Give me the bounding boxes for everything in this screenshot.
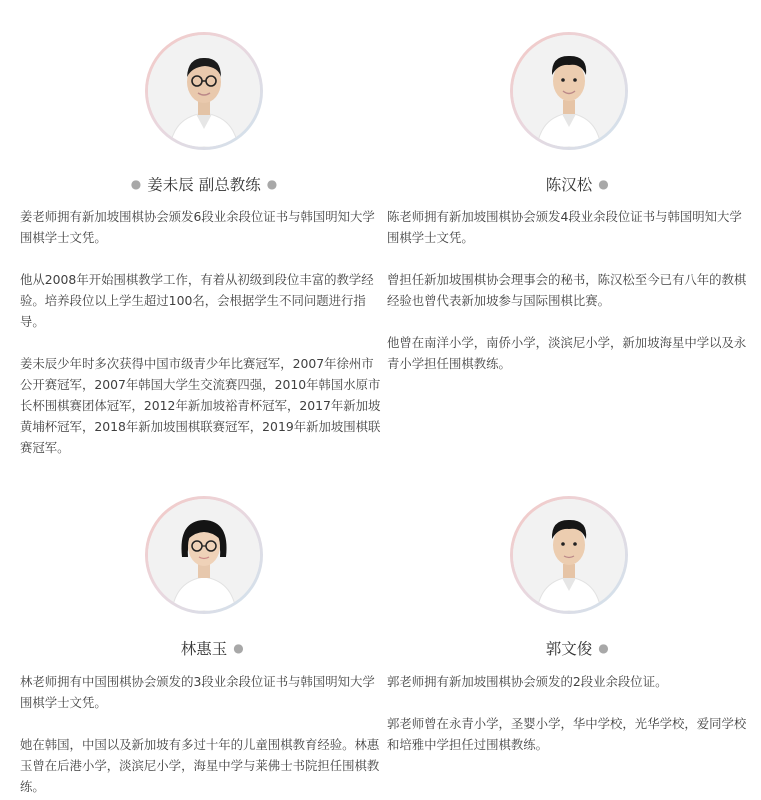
- bullet-dot-icon: ●: [130, 177, 142, 191]
- coach-name-row: [510, 172, 628, 196]
- bio-paragraph: 姜老师拥有新加坡围棋协会颁发6段业余段位证书与韩国明知大学围棋学士文凭。: [20, 209, 375, 245]
- coach-name: 姜未辰 副总教练: [147, 176, 261, 194]
- person-photo-icon: [513, 35, 625, 147]
- bio-paragraph: 姜未辰少年时多次获得中国市级青少年比赛冠军，2007年徐州市公开赛冠军，2007年韩国大学生交流赛四强，2010年韩国水原市长杯围棋赛团体冠军，2012年新加坡裕青杯冠军，2017年新加坡黄埔杯冠军，2018年新加坡围棋联赛冠军，2019年新加坡围棋联赛冠军。: [20, 356, 381, 455]
- avatar-ring: [145, 496, 263, 614]
- bio-paragraph: 郭老师曾在永青小学，圣婴小学，华中学校，光华学校，爱同学校和培雅中学担任过围棋教练。: [387, 716, 747, 752]
- coach-photo: [148, 35, 260, 147]
- person-photo-icon: [513, 499, 625, 611]
- person-photo-icon: [148, 499, 260, 611]
- coach-bio: [20, 206, 382, 458]
- coach-bio: [387, 671, 749, 755]
- bullet-dot-icon: ●: [266, 177, 278, 191]
- coach-photo: [148, 499, 260, 611]
- coach-name: 林惠玉: [180, 640, 228, 658]
- coach-bio: [20, 671, 382, 797]
- coach-name: 陈汉松: [545, 176, 593, 194]
- person-photo-icon: [148, 35, 260, 147]
- coach-photo: [513, 35, 625, 147]
- bio-paragraph: 她在韩国，中国以及新加坡有多过十年的儿童围棋教育经验。林惠玉曾在后港小学，淡滨尼小学，海星中学与莱佛士书院担任围棋教练。: [20, 737, 380, 794]
- coach-name-row: [510, 636, 628, 660]
- coach-bio: [387, 206, 749, 374]
- coach-name: 郭文俊: [545, 640, 593, 658]
- bio-paragraph: 他从2008年开始围棋教学工作，有着从初级到段位丰富的教学经验。培养段位以上学生超过100名，会根据学生不同问题进行指导。: [20, 272, 374, 329]
- bio-paragraph: 曾担任新加坡围棋协会理事会的秘书，陈汉松至今已有八年的教棋经验也曾代表新加坡参与国际围棋比赛。: [387, 272, 747, 308]
- avatar-ring: [510, 496, 628, 614]
- bullet-dot-icon: ●: [598, 177, 609, 191]
- coach-photo: [513, 499, 625, 611]
- avatar-ring: [145, 32, 263, 150]
- bullet-dot-icon: ●: [598, 641, 609, 655]
- bio-paragraph: 郭老师拥有新加坡围棋协会颁发的2段业余段位证。: [387, 674, 668, 689]
- bullet-dot-icon: ●: [233, 641, 244, 655]
- bio-paragraph: 他曾在南洋小学，南侨小学，淡滨尼小学，新加坡海星中学以及永青小学担任围棋教练。: [387, 335, 747, 371]
- bio-paragraph: 陈老师拥有新加坡围棋协会颁发4段业余段位证书与韩国明知大学围棋学士文凭。: [387, 209, 742, 245]
- avatar-ring: [510, 32, 628, 150]
- coach-name-row: [100, 172, 308, 196]
- coach-name-row: [145, 636, 263, 660]
- bio-paragraph: 林老师拥有中国围棋协会颁发的3段业余段位证书与韩国明知大学围棋学士文凭。: [20, 674, 375, 710]
